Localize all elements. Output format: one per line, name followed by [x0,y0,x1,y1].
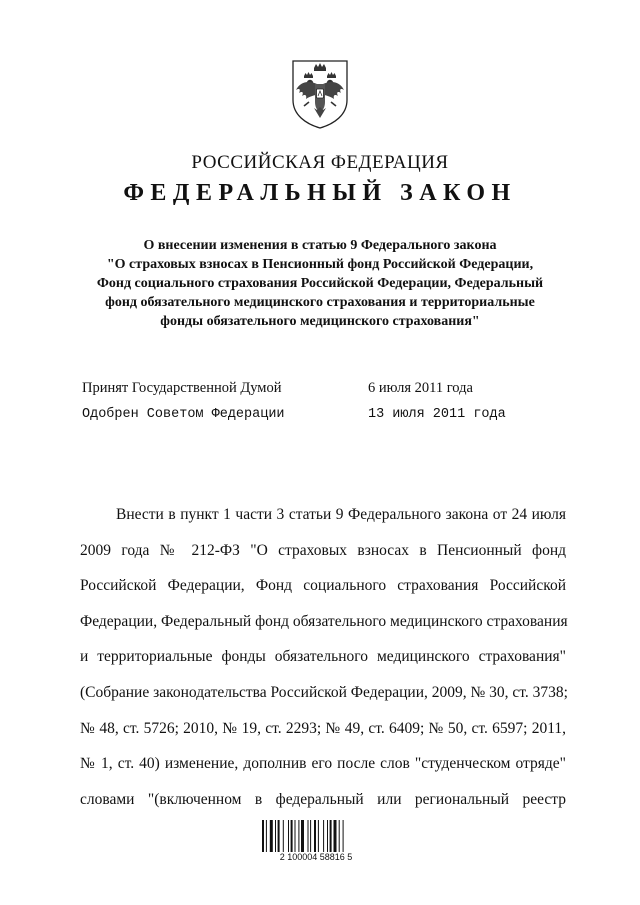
barcode-number: 2 100004 58816 5 [279,852,353,862]
law-title-line: "О страховых взносах в Пенсионный фонд Российской Федерации, [106,257,534,272]
adoption-date: 13 июля 2011 года [368,407,506,422]
body-line: 2009 года № 212-ФЗ "О страховых взносах в Пенсионный фонд [80,541,566,559]
adoption-label: Принят Государственной Думой [82,380,282,396]
body-line: и территориальные фонды обязательного медицинского страхования" [80,648,566,666]
body-line: Российской Федерации, Фонд социального страхования Российской [80,577,566,595]
law-title-line: Фонд социального страхования Российской Федерации, Федеральный [96,276,544,291]
adoption-label: Одобрен Советом Федерации [82,407,285,422]
body-line: № 1, ст. 40) изменение, дополнив его после слов "студенческом отряде" [80,755,566,773]
body-line: (Собрание законодательства Российской Федерации, 2009, № 30, ст. 3738; [80,683,568,701]
law-title [0,236,640,331]
body-line: словами "(включенном в федеральный или региональный реестр [80,790,566,808]
body-line: № 48, ст. 5726; 2010, № 19, ст. 2293; № 49, ст. 6409; № 50, ст. 6597; 2011, [80,719,566,737]
law-title-line: О внесении изменения в статью 9 Федерального закона [143,238,497,253]
law-title-line: фонд обязательного медицинского страхования и территориальные [105,295,535,310]
body-line: Федерации, Федеральный фонд обязательного медицинского страхования [80,612,568,630]
country-heading: РОССИЙСКАЯ ФЕДЕРАЦИЯ [191,152,449,173]
body-paragraph [80,497,566,817]
russian-coat-of-arms-icon [290,58,350,130]
adoption-row-duma [82,380,562,400]
adoption-date: 6 июля 2011 года [368,380,473,396]
adoption-row-council [82,407,562,427]
law-title-line: фонды обязательного медицинского страхования" [160,314,480,329]
document-type-heading: ФЕДЕРАЛЬНЫЙ ЗАКОН [123,180,517,206]
barcode-icon [262,820,370,852]
body-line: Внести в пункт 1 части 3 статьи 9 Федерального закона от 24 июля [116,506,566,523]
